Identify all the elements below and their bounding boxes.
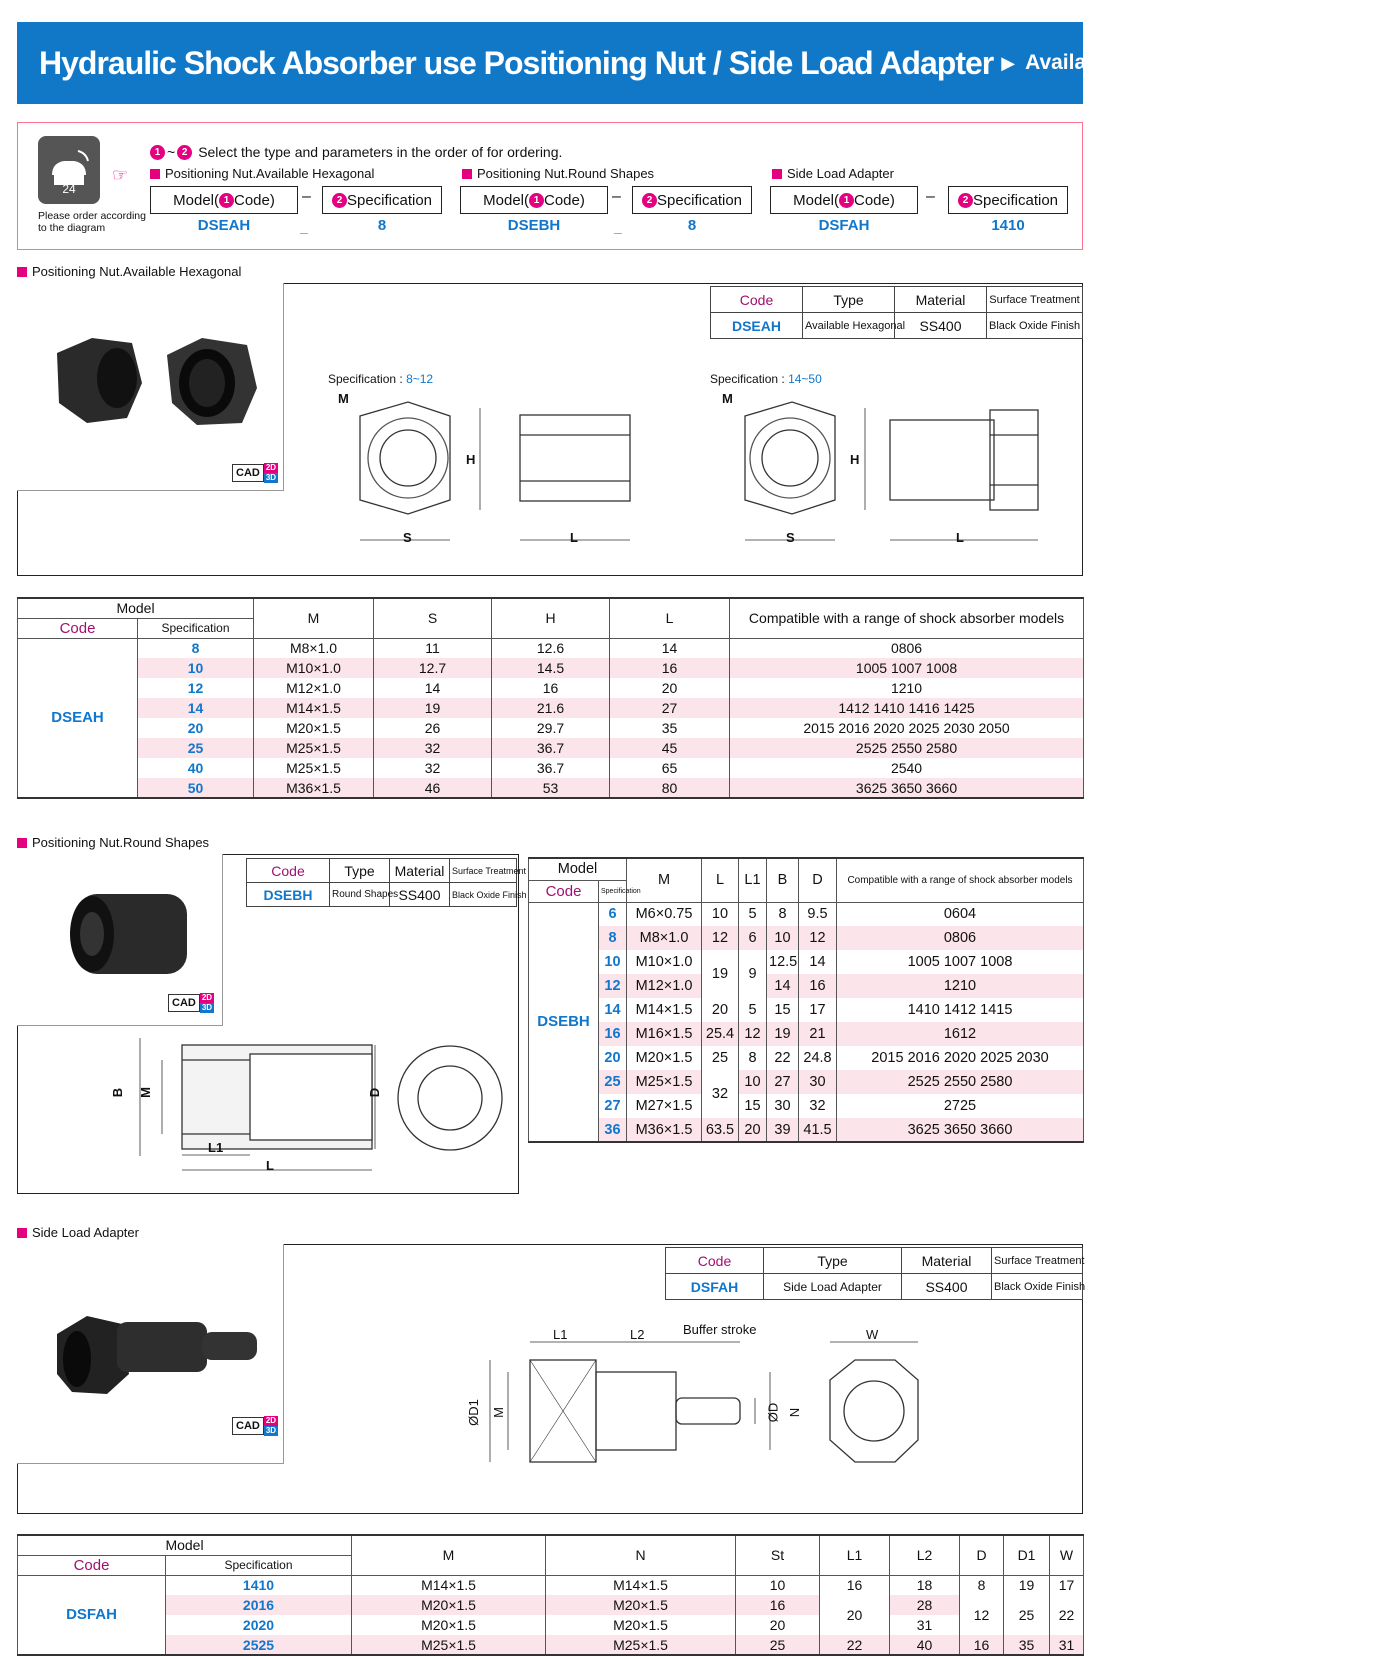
hex-spec-table: Code Type Material Surface Treatment DSEAH Available Hexagonal SS400 Black Oxide Finish [710, 286, 1083, 339]
order-code-side: DSFAH [818, 217, 870, 234]
model-code-box: Model( 1 Code) [770, 186, 918, 214]
dim-d: D [367, 1087, 383, 1098]
order-dash: – [302, 188, 311, 205]
order-instruction: 1 ~ 2 Select the type and parameters in the order of for ordering. [150, 144, 562, 160]
dim-l: L [570, 530, 578, 545]
dim-s: S [786, 530, 795, 545]
order-spec-hex: 8 [377, 217, 387, 234]
dim-s: S [403, 530, 412, 545]
spec-box: 2 Specification [322, 186, 442, 214]
side-spec-table: Code Type Material Surface Treatment DSFAH Side Load Adapter SS400 Black Oxide Finish [665, 1247, 1083, 1300]
page-banner [17, 22, 1393, 104]
order-underscore: _ [300, 219, 308, 235]
dim-l1: L1 [553, 1327, 568, 1342]
dim-n: N [787, 1407, 803, 1418]
cad-badge[interactable]: CAD 2D 3D [232, 1416, 278, 1436]
order-note: Please order according to the diagram [38, 210, 146, 234]
spec-box: 2 Specification [948, 186, 1068, 214]
dim-buffer-stroke: Buffer stroke [683, 1322, 757, 1337]
dim-b: B [110, 1087, 126, 1098]
side-technical-drawing [470, 1330, 950, 1480]
dim-d1: ØD1 [465, 1399, 481, 1426]
cad-badge[interactable]: CAD 2D 3D [232, 463, 278, 483]
order-group-side-label: Side Load Adapter [772, 166, 894, 181]
section-hex-title: Positioning Nut.Available Hexagonal [17, 264, 241, 279]
step-1-icon: 1 [150, 145, 165, 160]
hex-nut-photo [17, 283, 284, 491]
pointing-hand-icon: ☞ [112, 165, 129, 185]
section-round-title: Positioning Nut.Round Shapes [17, 835, 209, 850]
model-code-box: Model( 1 Code) [460, 186, 608, 214]
order-code-round: DSEBH [507, 217, 561, 234]
dim-l: L [956, 530, 964, 545]
round-technical-drawing [120, 1030, 510, 1180]
dim-h: H [850, 452, 860, 467]
dim-m: M [137, 1087, 153, 1098]
dim-w: W [866, 1327, 879, 1342]
page-title: Hydraulic Shock Absorber use Positioning Nut / Side Load Adapter [39, 44, 994, 81]
dim-m: M [490, 1407, 506, 1418]
round-spec-table: Code Type Material Surface Treatment DSEBH Round Shapes SS400 Black Oxide Finish [246, 858, 517, 907]
side-data-table: Model M N St L1 L2 D D1 W Code Specification DSFAH 1410 M14×1.5 M14×1.5 10 16 18 8 19 17 2016 M20×1.5 M20×1.5 16 20 28 12 25 22 2020 M20×1.5 M20×1.5 20 31 2525 M25×1.5 M25×1.5 25 22 40 16 35 31 [17, 1534, 1084, 1656]
order-group-round-label: Positioning Nut.Round Shapes [462, 166, 654, 181]
phone-24-icon [38, 136, 100, 204]
spec-box: 2 Specification [632, 186, 752, 214]
page-subtitle: Available Hexagonal / Round Shapes [1025, 51, 1393, 74]
section-side-title: Side Load Adapter [17, 1225, 139, 1240]
hex-data-table: Model M S H L Compatible with a range of shock absorber models Code Specification DSEAH 8 M8×1.0 11 12.6 14 0806 10 M10×1.0 12.7 14.5 16 1005 1007 1008 12 M12×1.0 14 16 20 1210 14 M14×1.5 19 21.6 27 1412 1410 1416 1425 20 M20×1.5 26 29.7 35 2015 2016 2020 2025 2030 2050 25 M25×1.5 32 36.7 45 2525 2550 2580 40 M25×1.5 32 36.7 65 2540 50 M36×1.5 46 53 80 3625 3650 3660 [17, 597, 1084, 799]
order-dash: – [926, 188, 935, 205]
dim-l: L [266, 1158, 274, 1173]
step-2-icon: 2 [177, 145, 192, 160]
order-spec-side: 1410 [991, 217, 1025, 234]
dim-d: ØD [765, 1402, 781, 1423]
dim-m: M [722, 391, 733, 406]
cad-badge[interactable]: CAD 2D 3D [168, 993, 214, 1013]
dim-m: M [338, 391, 349, 406]
order-code-hex: DSEAH [197, 217, 251, 234]
round-data-table: Model M L L1 B D Compatible with a range of shock absorber models Code Specification DSEBH 6 M6×0.75 10 5 8 9.5 0604 8 M8×1.0 12 6 10 12 0806 10 M10×1.0 19 9 12.5 14 1005 1007 1008 12 M12×1.0 14 16 1210 14 M14×1.5 20 5 15 17 1410 1412 1415 16 M16×1.5 25.4 12 19 21 1612 20 M20×1.5 25 8 22 24.8 2015 2016 2020 2025 2030 25 M25×1.5 32 10 27 30 2525 2550 2580 27 M27×1.5 15 30 32 2725 36 M36×1.5 63.5 20 39 41.5 3625 3650 3660 [528, 857, 1084, 1143]
dim-l2: L2 [630, 1327, 645, 1342]
dim-h: H [466, 452, 476, 467]
order-underscore: _ [614, 219, 622, 235]
order-dash: – [612, 188, 621, 205]
hex-technical-drawing [330, 390, 1090, 550]
order-group-hex-label: Positioning Nut.Available Hexagonal [150, 166, 374, 181]
model-code-box: Model( 1 Code) [150, 186, 298, 214]
arrow-right-icon: ▶ [1001, 52, 1016, 73]
spec-range-b: Specification : 14~50 [710, 372, 822, 386]
svg-text:24: 24 [62, 182, 76, 196]
spec-range-a: Specification : 8~12 [328, 372, 434, 386]
dim-l1: L1 [208, 1140, 224, 1155]
order-spec-round: 8 [687, 217, 697, 234]
